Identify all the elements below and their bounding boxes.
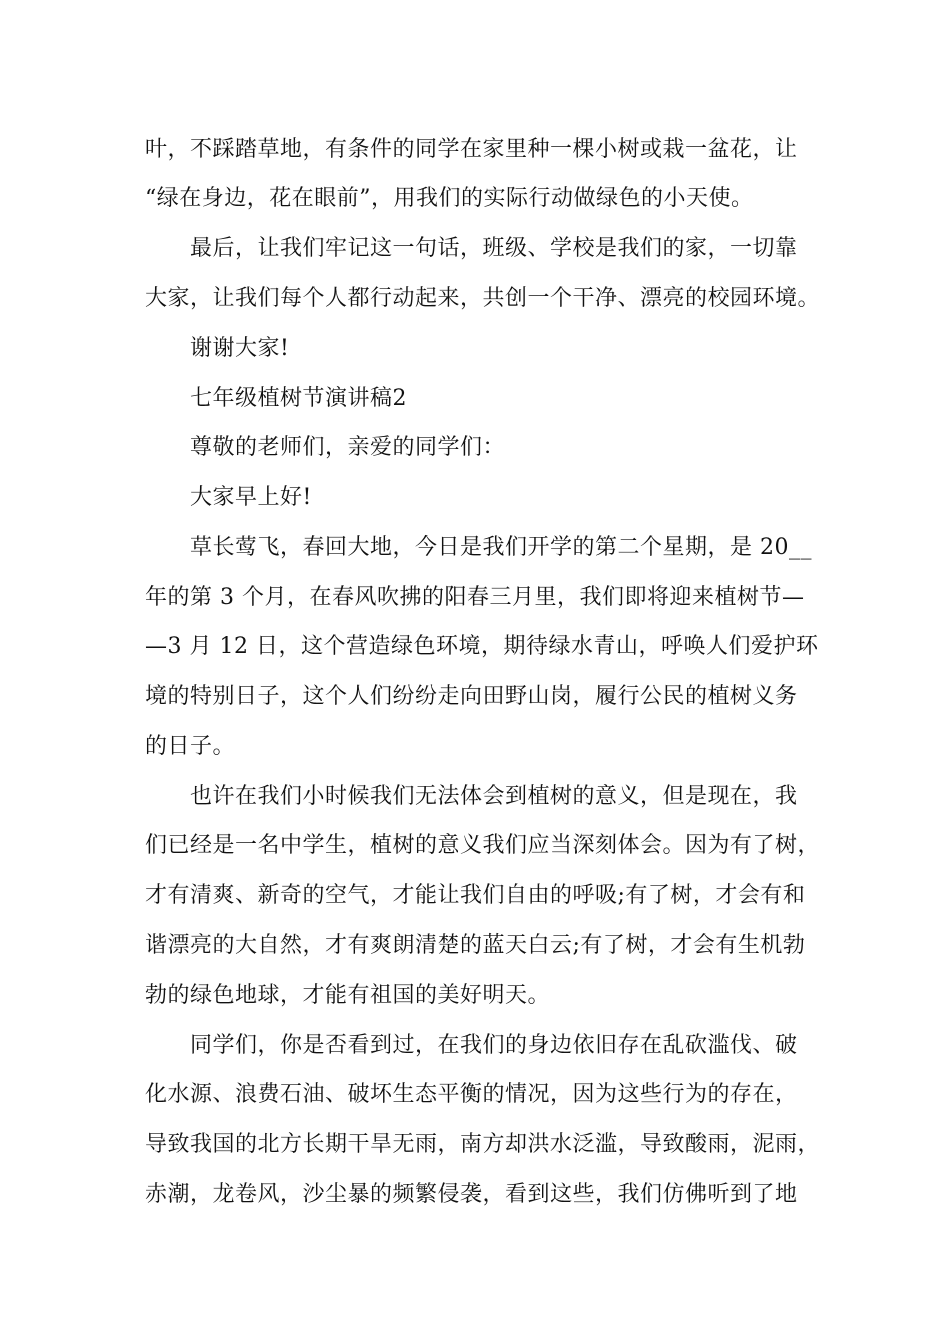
text-line: 才有清爽、新奇的空气，才能让我们自由的呼吸;有了树，才会有和 [145, 883, 806, 908]
text-line: 境的特别日子，这个人们纷纷走向田野山岗，履行公民的植树义务 [145, 684, 798, 709]
paragraph-start-line: 草长莺飞，春回大地，今日是我们开学的第二个星期，是 20__ [190, 535, 812, 560]
section-title: 七年级植树节演讲稿2 [190, 386, 407, 411]
text-line: 叶，不踩踏草地，有条件的同学在家里种一棵小树或栽一盆花，让 [145, 137, 798, 162]
text-line: 年的第 3 个月，在春风吹拂的阳春三月里，我们即将迎来植树节— [145, 585, 805, 610]
salutation-line: 尊敬的老师们，亲爱的同学们： [190, 435, 506, 460]
paragraph-start-line: 最后，让我们牢记这一句话，班级、学校是我们的家，一切靠 [190, 236, 798, 261]
text-line: 化水源、浪费石油、破坏生态平衡的情况，因为这些行为的存在， [145, 1082, 798, 1107]
closing-line: 谢谢大家! [190, 336, 290, 361]
text-line: 大家，让我们每个人都行动起来，共创一个干净、漂亮的校园环境。 [145, 286, 821, 311]
greeting-line: 大家早上好! [190, 485, 312, 510]
paragraph-start-line: 同学们，你是否看到过，在我们的身边依旧存在乱砍滥伐、破 [190, 1033, 798, 1058]
text-line: 的日子。 [145, 734, 236, 759]
text-line: —3 月 12 日，这个营造绿色环境，期待绿水青山，呼唤人们爱护环 [145, 634, 819, 659]
paragraph-start-line: 也许在我们小时候我们无法体会到植树的意义，但是现在，我 [190, 784, 798, 809]
text-line: 谐漂亮的大自然，才有爽朗清楚的蓝天白云;有了树，才会有生机勃 [145, 933, 806, 958]
text-line: 勃的绿色地球，才能有祖国的美好明天。 [145, 983, 551, 1008]
text-line: 导致我国的北方长期干旱无雨，南方却洪水泛滥，导致酸雨，泥雨， [145, 1132, 821, 1157]
text-line: “绿在身边，花在眼前”，用我们的实际行动做绿色的小天使。 [145, 186, 754, 211]
text-line: 们已经是一名中学生，植树的意义我们应当深刻体会。因为有了树， [145, 833, 821, 858]
text-line: 赤潮，龙卷风，沙尘暴的频繁侵袭，看到这些，我们仿佛听到了地 [145, 1182, 798, 1207]
